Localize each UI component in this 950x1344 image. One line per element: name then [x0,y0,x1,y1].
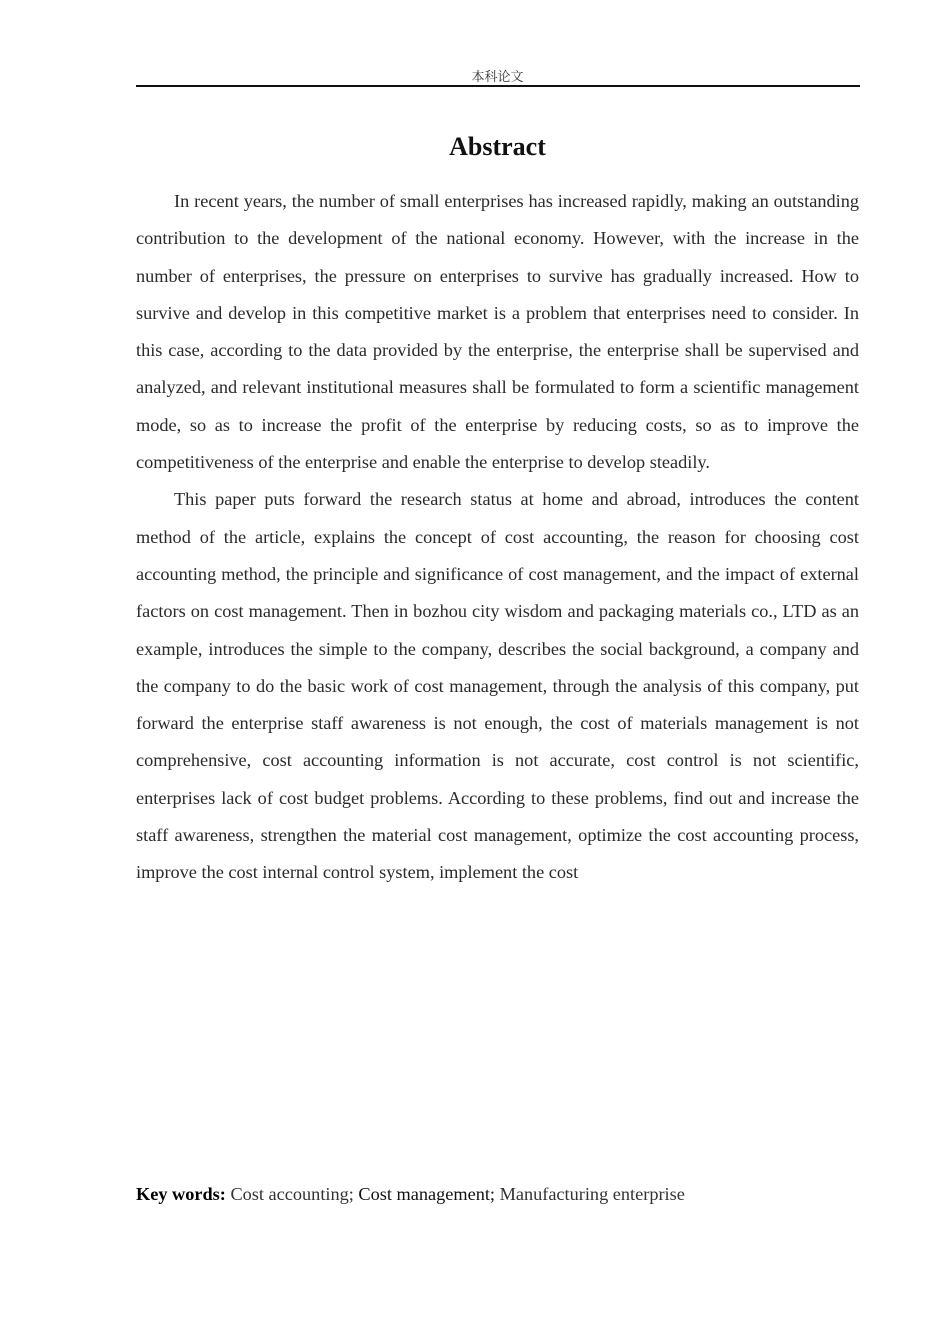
keywords-label: Key words: [136,1184,226,1204]
abstract-paragraph-2: This paper puts forward the research status at home and abroad, introduces the content method of the article, explains the concept of cost accounting, the reason for choosing cost accounting method, the principle and significance of cost management, and the impact of external factors on cost management. Then in bozhou city wisdom and packaging materials co., LTD as an example, introduces the simple to the company, describes the social background, a company and the company to do the basic work of cost management, through the analysis of this company, put forward the enterprise staff awareness is not enough, the cost of materials management is not comprehensive, cost accounting information is not accurate, cost control is not scientific, enterprises lack of cost budget problems. According to these problems, find out and increase the staff awareness, strengthen the material cost management, optimize the cost accounting process, improve the cost internal control system, implement the cost [136,489,859,883]
abstract-body [136,183,859,892]
abstract-title: Abstract [449,132,546,161]
keyword: Manufacturing enterprise [499,1184,685,1204]
page-header: 本科论文 [471,69,524,84]
keyword: Cost management; [358,1184,495,1204]
keyword: Cost accounting; [230,1184,354,1204]
keywords-line [136,1184,685,1205]
header-rule [136,85,860,87]
abstract-paragraph-1: In recent years, the number of small enterprises has increased rapidly, making an outstanding contribution to the development of the national economy. However, with the increase in the number of enterprises, the pressure on enterprises to survive has gradually increased. How to survive and develop in this competitive market is a problem that enterprises need to consider. In this case, according to the data provided by the enterprise, the enterprise shall be supervised and analyzed, and relevant institutional measures shall be formulated to form a scientific management mode, so as to increase the profit of the enterprise by reducing costs, so as to improve the competitiveness of the enterprise and enable the enterprise to develop steadily. [136,191,859,473]
